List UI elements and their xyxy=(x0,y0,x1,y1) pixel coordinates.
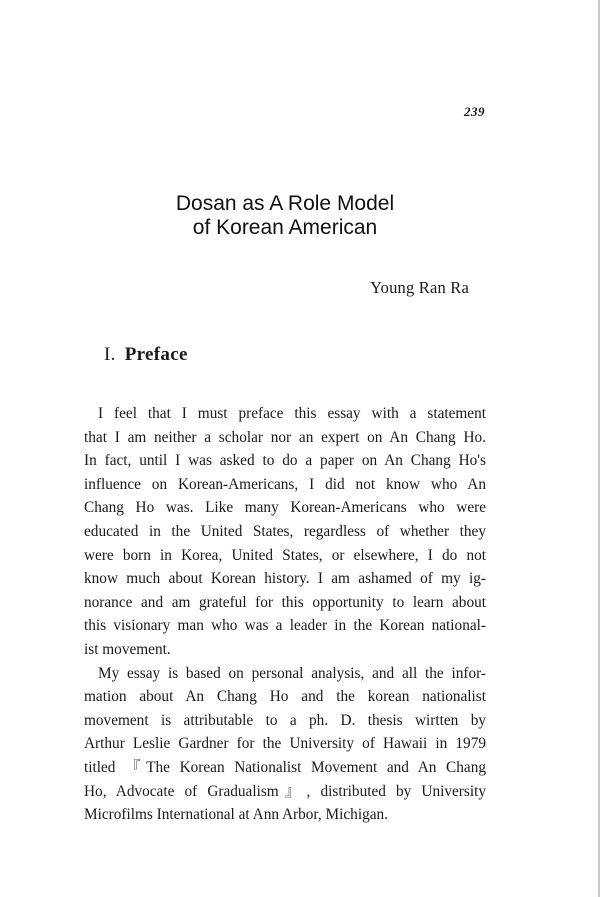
section-number: I. xyxy=(104,344,116,365)
text-line: I feel that I must preface this essay with a statement xyxy=(98,405,486,422)
text-line: know much about Korean history. I am ashamed of my ig- xyxy=(84,570,486,588)
text-line: that I am neither a scholar nor an expert on An Chang Ho. xyxy=(84,428,486,446)
text-line: educated in the United States, regardless of whether they xyxy=(84,522,486,540)
text-line: Microfilms International at Ann Arbor, Michigan. xyxy=(84,806,388,824)
author-name: Young Ran Ra xyxy=(370,278,469,297)
title-line-2: of Korean American xyxy=(192,216,378,239)
text-line: this visionary man who was a leader in the Korean national- xyxy=(84,617,486,635)
section-title: Preface xyxy=(124,344,188,365)
text-line: influence on Korean-Americans, I did not know who An xyxy=(84,475,486,493)
page-number: 239 xyxy=(464,104,485,119)
text-line: In fact, until I was asked to do a paper on An Chang Ho's xyxy=(84,452,486,470)
text-line: mation about An Chang Ho and the korean nationalist xyxy=(84,688,486,706)
text-line: Arthur Leslie Gardner for the University of Hawaii in 1979 xyxy=(84,735,486,753)
text-line: were born in Korea, United States, or elsewhere, I do not xyxy=(84,546,486,564)
title-line-1: Dosan as A Role Model xyxy=(175,192,395,215)
paragraph-2 xyxy=(84,662,486,827)
section-heading xyxy=(104,344,188,366)
article-title xyxy=(160,192,410,240)
text-line: movement is attributable to a ph. D. thesis wirtten by xyxy=(84,711,486,729)
text-line: Chang Ho was. Like many Korean-Americans who were xyxy=(84,499,486,517)
text-line: ist movement. xyxy=(84,640,171,658)
text-line: My essay is based on personal analysis, and all the infor- xyxy=(98,664,486,682)
paragraph-1 xyxy=(84,402,486,662)
text-line: Ho, Advocate of Gradualism』, distributed by University xyxy=(84,782,486,800)
body-text xyxy=(84,402,486,827)
text-line: norance and am grateful for this opportunity to learn about xyxy=(84,593,486,611)
text-line: titled 『The Korean Nationalist Movement and An Chang xyxy=(84,758,486,776)
